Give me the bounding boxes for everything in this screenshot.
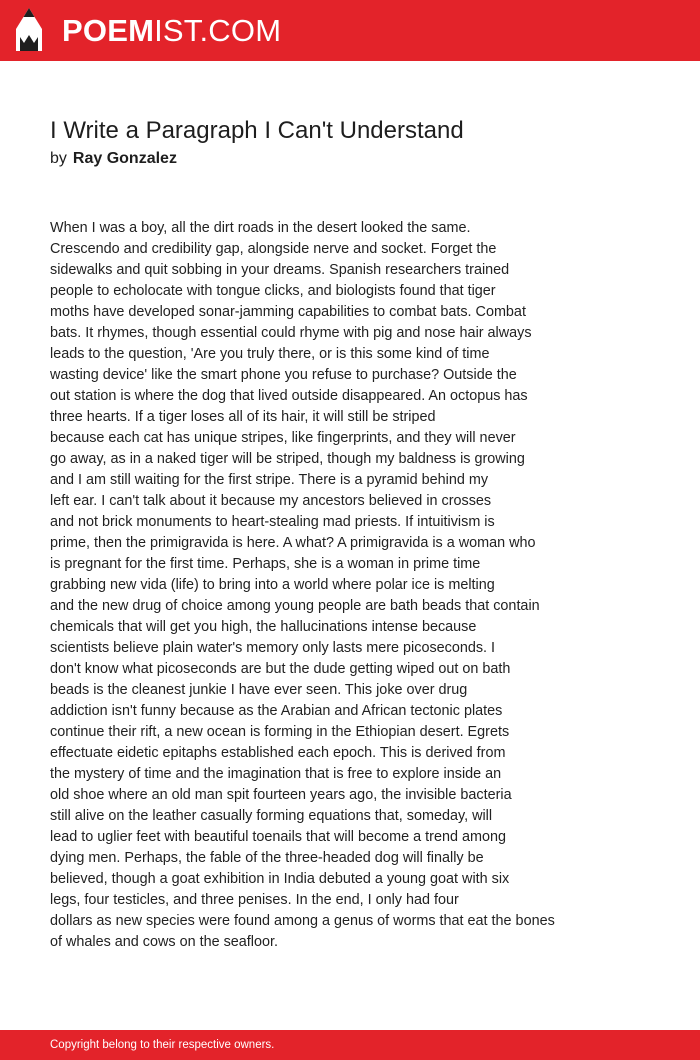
poem-line: prime, then the primigravida is here. A what? A primigravida is a woman who xyxy=(50,535,536,551)
poem-line: and the new drug of choice among young people are bath beads that contain xyxy=(50,598,540,614)
pencil-icon xyxy=(14,7,44,53)
poem-line: legs, four testicles, and three penises. In the end, I only had four xyxy=(50,892,459,908)
poem-line: chemicals that will get you high, the hallucinations intense because xyxy=(50,619,477,635)
poem-line: grabbing new vida (life) to bring into a world where polar ice is melting xyxy=(50,577,495,593)
poem-title: I Write a Paragraph I Can't Understand xyxy=(50,117,464,144)
poem-line: and I am still waiting for the first stripe. There is a pyramid behind my xyxy=(50,472,489,488)
logo-text-light: IST.COM xyxy=(154,13,282,48)
poem-line: Crescendo and credibility gap, alongside nerve and socket. Forget the xyxy=(50,241,497,257)
site-header xyxy=(0,0,700,61)
poem-line: and not brick monuments to heart-stealing mad priests. If intuitivism is xyxy=(50,514,495,530)
site-footer xyxy=(0,1030,700,1060)
poem-body xyxy=(50,218,670,953)
poem-line: people to echolocate with tongue clicks, and biologists found that tiger xyxy=(50,283,496,299)
logo-wordmark xyxy=(62,15,281,47)
copyright-text: Copyright belong to their respective owners. xyxy=(50,1039,275,1051)
poem-line: effectuate eidetic epitaphs established each epoch. This is derived from xyxy=(50,745,506,761)
poem-line: the mystery of time and the imagination that is free to explore inside an xyxy=(50,766,502,782)
poem-line: moths have developed sonar-jamming capabilities to combat bats. Combat xyxy=(50,304,526,320)
poem-line: When I was a boy, all the dirt roads in the desert looked the same. xyxy=(50,220,471,236)
poem-line: don't know what picoseconds are but the dude getting wiped out on bath xyxy=(50,661,511,677)
poem-line: lead to uglier feet with beautiful toenails that will become a trend among xyxy=(50,829,506,845)
poem-line: is pregnant for the first time. Perhaps, she is a woman in prime time xyxy=(50,556,481,572)
poem-line: out station is where the dog that lived outside disappeared. An octopus has xyxy=(50,388,528,404)
poem-line: continue their rift, a new ocean is forming in the Ethiopian desert. Egrets xyxy=(50,724,510,740)
poem-line: of whales and cows on the seafloor. xyxy=(50,934,278,950)
poem-line: sidewalks and quit sobbing in your dreams. Spanish researchers trained xyxy=(50,262,510,278)
poem-line: go away, as in a naked tiger will be striped, though my baldness is growing xyxy=(50,451,525,467)
poem-line: addiction isn't funny because as the Arabian and African tectonic plates xyxy=(50,703,503,719)
poem-byline xyxy=(50,149,177,169)
poem-line: three hearts. If a tiger loses all of its hair, it will still be striped xyxy=(50,409,436,425)
poem-line: left ear. I can't talk about it because my ancestors believed in crosses xyxy=(50,493,492,509)
poem-line: believed, though a goat exhibition in India debuted a young goat with six xyxy=(50,871,510,887)
poem-line: beads is the cleanest junkie I have ever seen. This joke over drug xyxy=(50,682,468,698)
poem-line: bats. It rhymes, though essential could rhyme with pig and nose hair always xyxy=(50,325,532,341)
logo-text-strong: POEM xyxy=(62,13,155,48)
poem-line: old shoe where an old man spit fourteen years ago, the invisible bacteria xyxy=(50,787,512,803)
poem-line: still alive on the leather casually forming equations that, someday, will xyxy=(50,808,493,824)
poem-line: dying men. Perhaps, the fable of the three-headed dog will finally be xyxy=(50,850,484,866)
poem-line: wasting device' like the smart phone you refuse to purchase? Outside the xyxy=(50,367,517,383)
poem-line: dollars as new species were found among a genus of worms that eat the bones xyxy=(50,913,555,929)
poem-line: leads to the question, 'Are you truly there, or is this some kind of time xyxy=(50,346,490,362)
poem-line: scientists believe plain water's memory only lasts mere picoseconds. I xyxy=(50,640,496,656)
author-link[interactable]: Ray Gonzalez xyxy=(72,150,177,167)
by-label: by xyxy=(50,150,67,167)
poem-line: because each cat has unique stripes, like fingerprints, and they will never xyxy=(50,430,516,446)
